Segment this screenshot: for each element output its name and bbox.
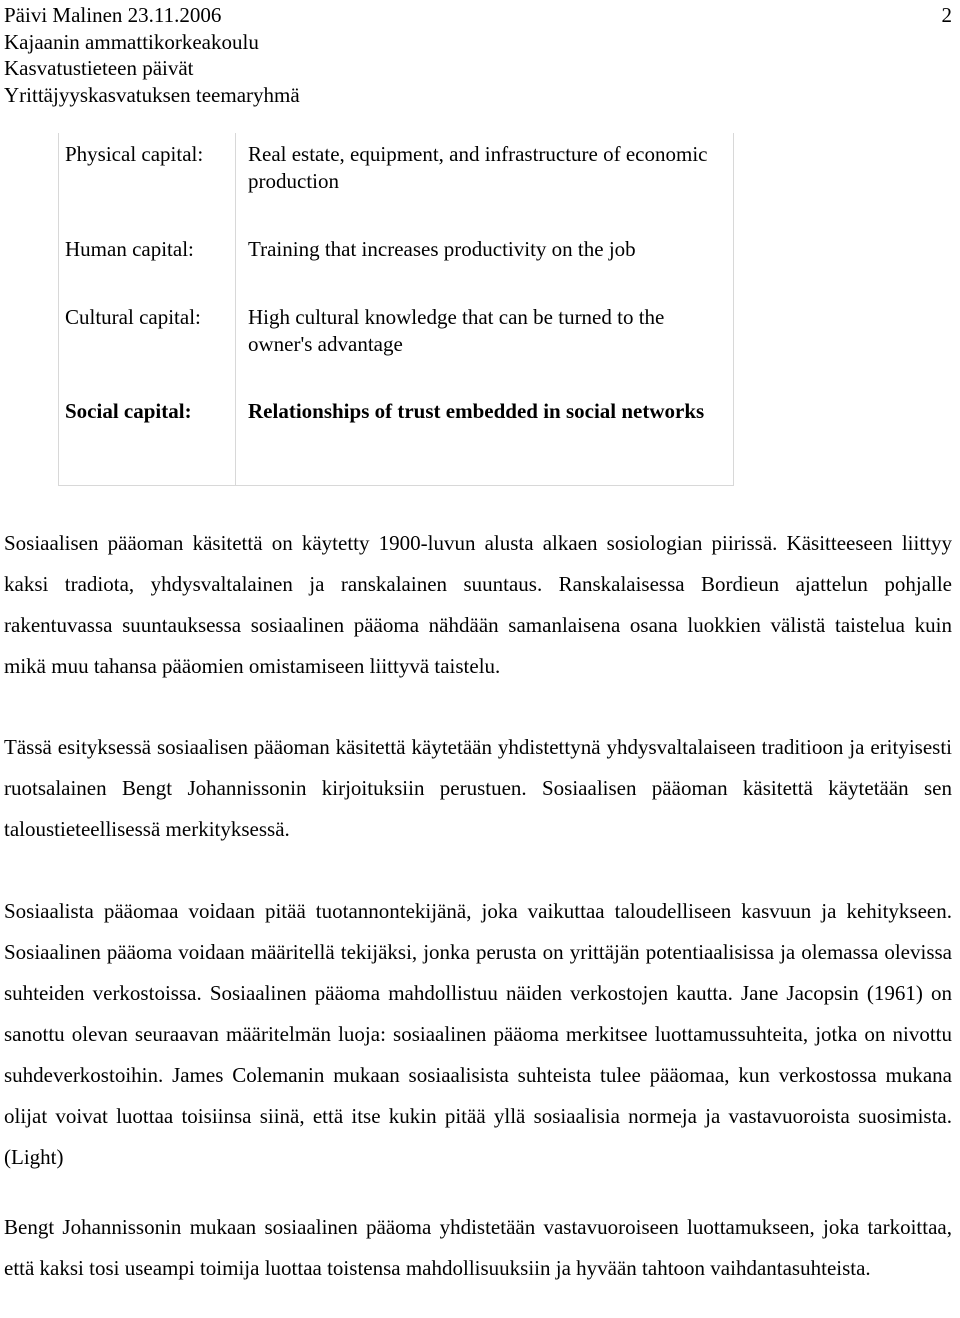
paragraph: Tässä esityksessä sosiaalisen pääoman käsitettä käytetään yhdistettynä yhdysvaltalaiseen traditioon ja erityisesti ruotsalainen Bengt Johannissonin kirjoituksiin perustuen. Sosiaalisen pääoman käsitettä käytetään sen taloustieteellisessä merkityksessä.: [4, 735, 952, 841]
definition-human-capital: Training that increases productivity on the job: [248, 237, 636, 261]
column-divider: [235, 133, 236, 485]
definition-cultural-capital: High cultural knowledge that can be turned to the owner's advantage: [248, 305, 665, 356]
definition-social-capital: Relationships of trust embedded in social networks: [248, 399, 705, 423]
page-number: 2: [941, 3, 952, 27]
event-name: Kasvatustieteen päivät: [4, 56, 194, 80]
paragraph: Bengt Johannissonin mukaan sosiaalinen pääoma yhdistetään vastavuoroiseen luottamukseen, joka tarkoittaa, että kaksi tosi useampi toimija luottaa toistensa mahdollisuuksiin ja hyvään tahtoon vaihdantasuhteista.: [4, 1215, 952, 1280]
definition-physical-capital: Real estate, equipment, and infrastructure of economic production: [248, 142, 708, 193]
term-physical-capital: Physical capital:: [65, 142, 204, 166]
theme-group: Yrittäjyyskasvatuksen teemaryhmä: [4, 82, 300, 107]
paragraph: Sosiaalista pääomaa voidaan pitää tuotannontekijänä, joka vaikuttaa taloudelliseen kasvuun ja kehitykseen. Sosiaalinen pääoma voidaan määritellä tekijäksi, jonka perusta on yrittäjän potentiaalisissa ja olemassa olevissa suhteiden verkostoissa. Sosiaalinen pääoma mahdollistuu näiden verkostojen kautta. Jane Jacopsin (1961) on sanottu olevan seuraavan määritelmän luoja: sosiaalinen pääoma merkitsee luottamussuhteita, jotka on nivottu suhdeverkostoihin. James Colemanin mukaan sosiaalisista suhteista tulee pääomaa, kun verkostossa mukana olijat voivat luottaa toisiinsa siinä, että itse kukin pitää yllä sosiaalisia normeja ja vastavuoroista suosimista. (Light): [4, 899, 952, 1169]
term-cultural-capital: Cultural capital:: [65, 305, 201, 329]
paragraph: Sosiaalisen pääoman käsitettä on käytetty 1900-luvun alusta alkaen sosiologian piirissä. Käsitteeseen liittyy kaksi tradiota, yhdysvaltalainen ja ranskalainen suuntaus. Ranskalaisessa Bordieun ajattelun pohjalle rakentuvassa suuntauksessa sosiaalinen pääoma nähdään samanlaisena osana luokkien välistä taistelua kuin mikä muu tahansa pääomien omistamiseen liittyvä taistelu.: [4, 531, 952, 678]
capital-definitions-table: [58, 133, 734, 486]
term-human-capital: Human capital:: [65, 237, 194, 261]
term-social-capital: Social capital:: [65, 399, 192, 423]
page-header: [4, 2, 300, 108]
institution: Kajaanin ammattikorkeakoulu: [4, 29, 259, 54]
author-date: Päivi Malinen 23.11.2006: [4, 3, 222, 27]
